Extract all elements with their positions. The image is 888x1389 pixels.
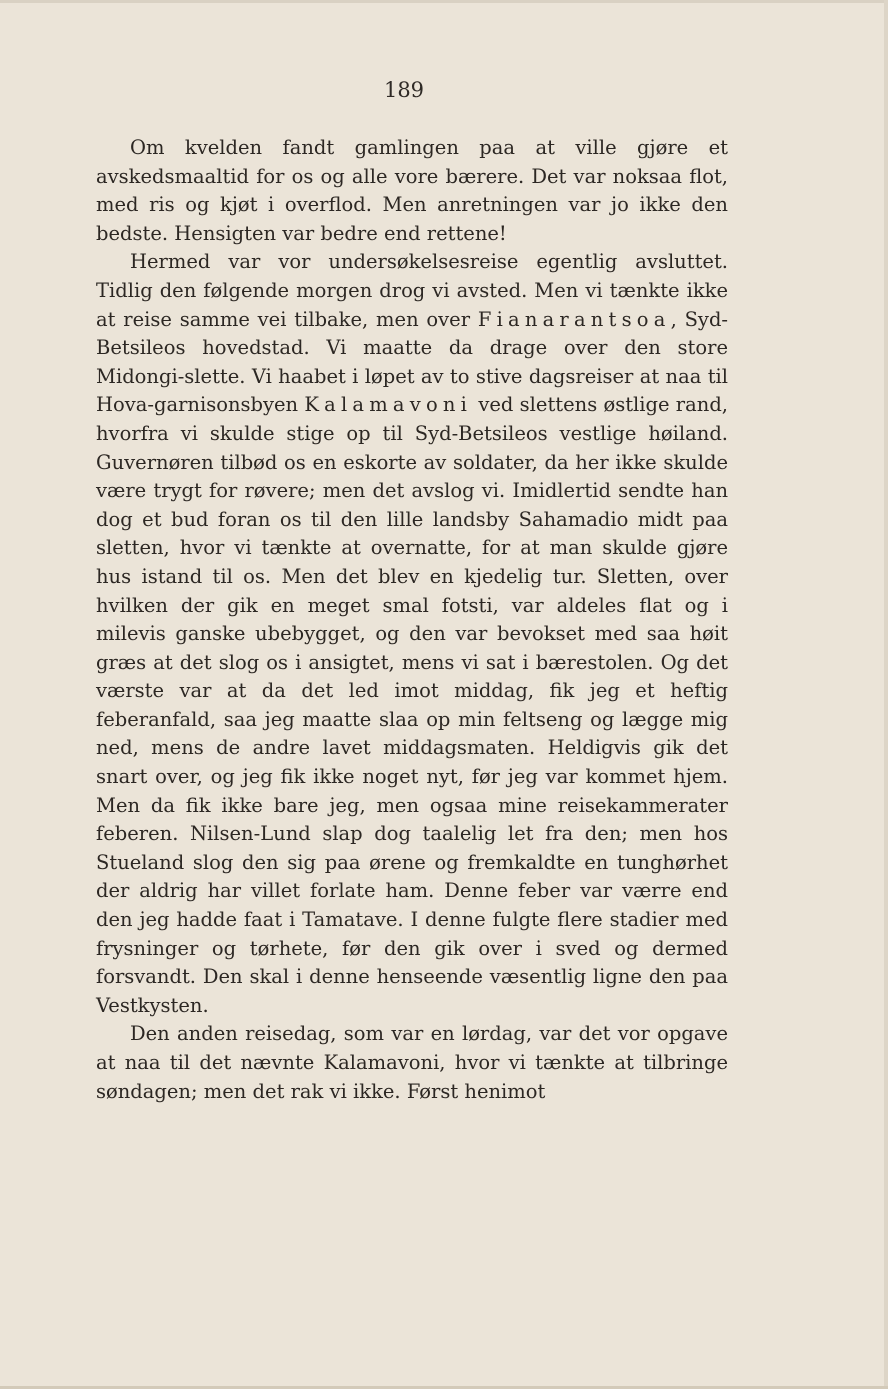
paragraph-2-text-a: Hermed var vor undersøkelsesreise egentlig avsluttet. Tidlig den følgende morgen drog vi avsted. Men vi tænkte ikke at reise samme vei tilbake, men over: [96, 250, 728, 331]
paragraph-1: Om kvelden fandt gamlingen paa at ville gjøre et avskedsmaaltid for os og alle vore bærere. Det var noksaa flot, med ris og kjøt i overflod. Men anretningen var jo ikke den bedste. Hensigten var bedre end rettene!: [96, 136, 728, 245]
paragraph-3: Den anden reisedag, som var en lørdag, var det vor opgave at naa til det nævnte Kalamavoni, hvor vi tænkte at tilbringe søndagen; men det rak vi ikke. Først henimot: [96, 1022, 728, 1103]
page-number: 189: [383, 78, 425, 102]
paragraph-2: [96, 248, 728, 1020]
place-name-fianarantsoa: Fianarantsoa: [477, 307, 671, 331]
paragraph-2-text-b: , Syd-Betsileos hovedstad. Vi maatte da drage over den store Midongi-slette. Vi haabet i løpet av to stive dagsreiser at naa til Hova-garnisonsbyen: [96, 307, 729, 417]
page-edge-top: [0, 0, 888, 3]
paragraph-2-text-c: ved slettens østlige rand, hvorfra vi skulde stige op til Syd-Betsileos vestlige høiland. Guvernøren tilbød os en eskorte av soldater, da her ikke skulde være trygt for røvere; men det avslog vi. Imidlertid sendte han dog et bud foran os til den lille landsby Sahamadio midt paa sletten, hvor vi tænkte at overnatte, for at man skulde gjøre hus istand til os. Men det blev en kjedelig tur. Sletten, over hvilken der gik en meget smal fotsti, var aldeles flat og i milevis ganske ubebygget, og den var bevokset med saa høit græs at det slog os i ansigtet, mens vi sat i bærestolen. Og det værste var at da det led imot middag, fik jeg et heftig feberanfald, saa jeg maatte slaa op min feltseng og lægge mig ned, mens de andre lavet middagsmaten. Heldigvis gik det snart over, og jeg fik ikke noget nyt, før jeg var kommet hjem. Men da fik ikke bare jeg, men ogsaa mine reisekammerater feberen. Nilsen-Lund slap dog taalelig let fra den; men hos Stueland slog den sig paa ørene og fremkaldte en tunghørhet der aldrig har villet forlate ham. Denne feber var værre end den jeg hadde faat i Tamatave. I denne fulgte flere stadier med frysninger og tørhete, før den gik over i sved og dermed forsvandt. Den skal i denne henseende væsentlig ligne den paa Vestkysten.: [96, 393, 728, 1017]
place-name-kalamavoni: Kalamavoni: [304, 393, 473, 417]
body-text: [96, 134, 728, 1106]
page-edge-right: [884, 0, 888, 1389]
